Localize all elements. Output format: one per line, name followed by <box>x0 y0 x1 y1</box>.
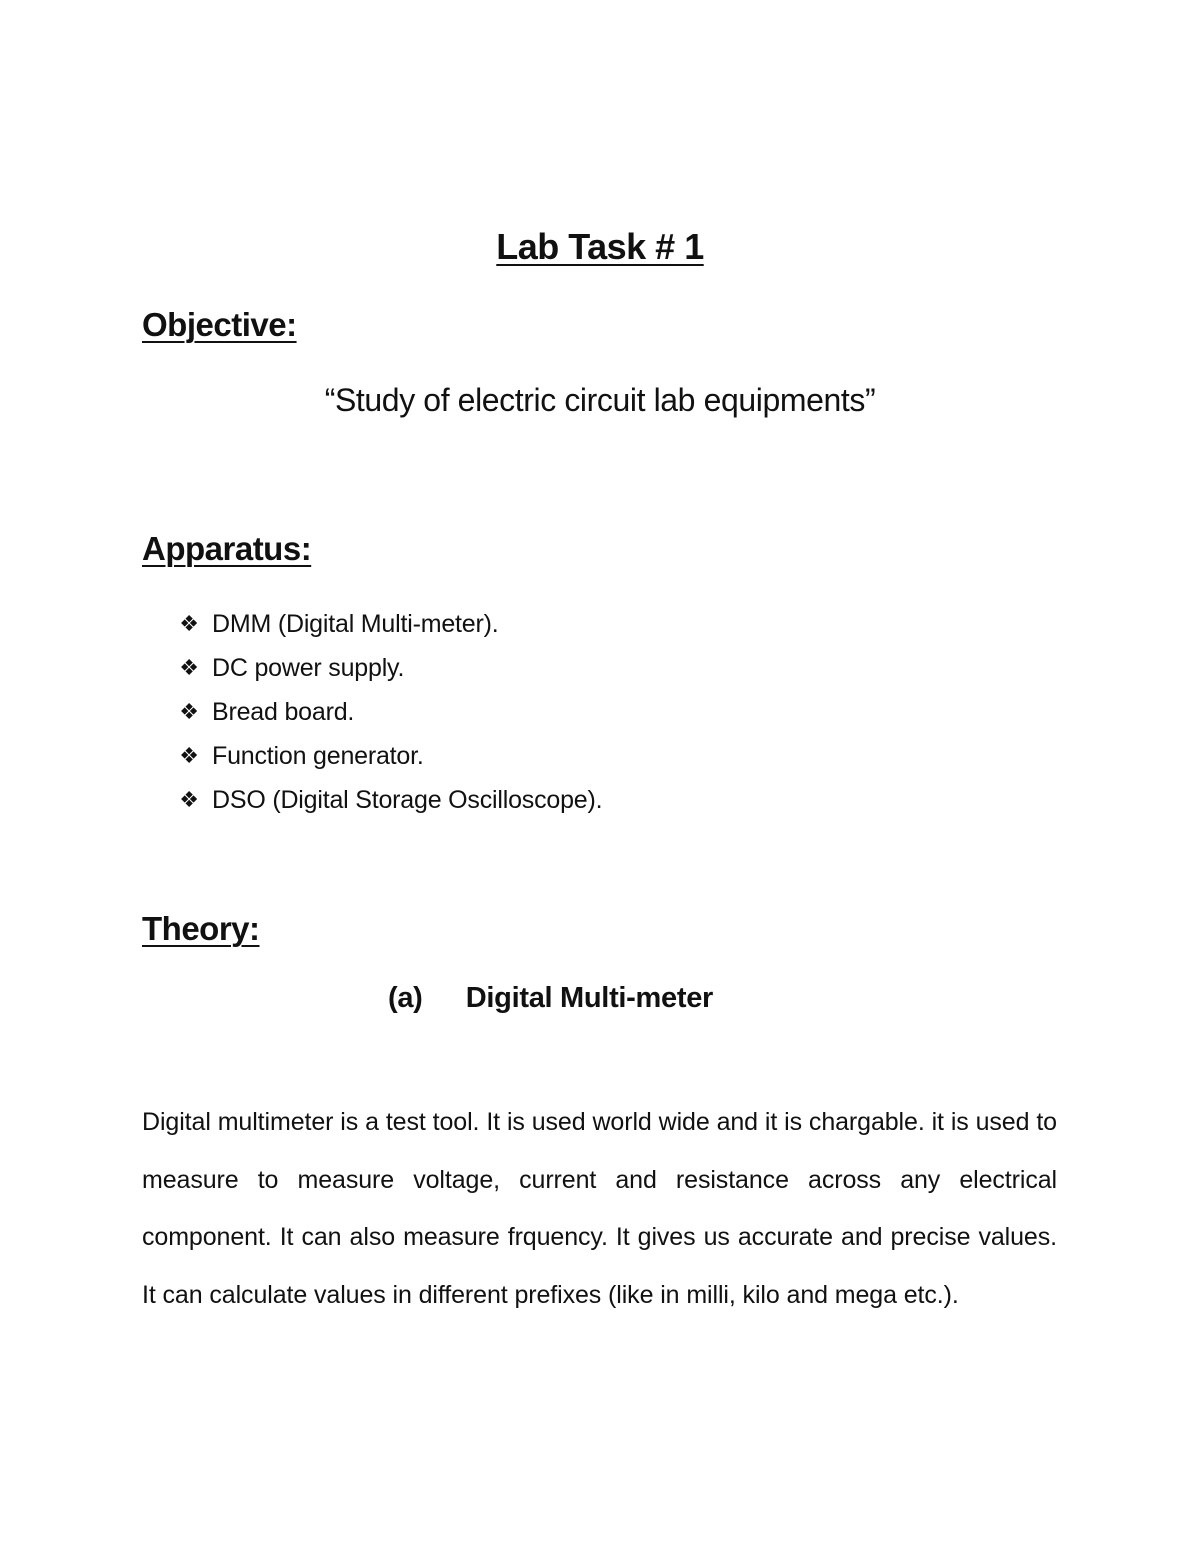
theory-subheading <box>388 982 713 1015</box>
diamond-bullet-icon: ❖ <box>179 611 199 636</box>
apparatus-item <box>176 778 602 822</box>
apparatus-item-label: Function generator. <box>212 742 424 770</box>
objective-heading: Objective: <box>142 306 297 343</box>
apparatus-item-label: DC power supply. <box>212 654 405 682</box>
section-label: (a) <box>388 982 423 1014</box>
apparatus-item-label: Bread board. <box>212 698 355 726</box>
apparatus-item-label: DSO (Digital Storage Oscilloscope). <box>212 786 603 814</box>
apparatus-item <box>176 690 602 734</box>
apparatus-item <box>176 734 602 778</box>
page-title: Lab Task # 1 <box>496 226 704 267</box>
apparatus-item <box>176 602 602 646</box>
diamond-bullet-icon: ❖ <box>179 787 199 812</box>
theory-paragraph: Digital multimeter is a test tool. It is used world wide and it is chargable. it is used to measure to measure voltage, current and resistance across any electrical component. It can also measure frquency. It gives us accurate and precise values. It can calculate values in different prefixes (like in milli, kilo and mega etc.). <box>142 1108 1057 1309</box>
diamond-bullet-icon: ❖ <box>179 743 199 768</box>
apparatus-heading: Apparatus: <box>142 530 312 567</box>
apparatus-item <box>176 646 602 690</box>
theory-heading: Theory: <box>142 910 260 947</box>
diamond-bullet-icon: ❖ <box>179 655 199 680</box>
apparatus-item-label: DMM (Digital Multi-meter). <box>212 610 499 638</box>
section-title: Digital Multi-meter <box>465 982 714 1014</box>
diamond-bullet-icon: ❖ <box>179 699 199 724</box>
apparatus-list <box>176 602 602 822</box>
objective-text: “Study of electric circuit lab equipments” <box>324 382 876 418</box>
